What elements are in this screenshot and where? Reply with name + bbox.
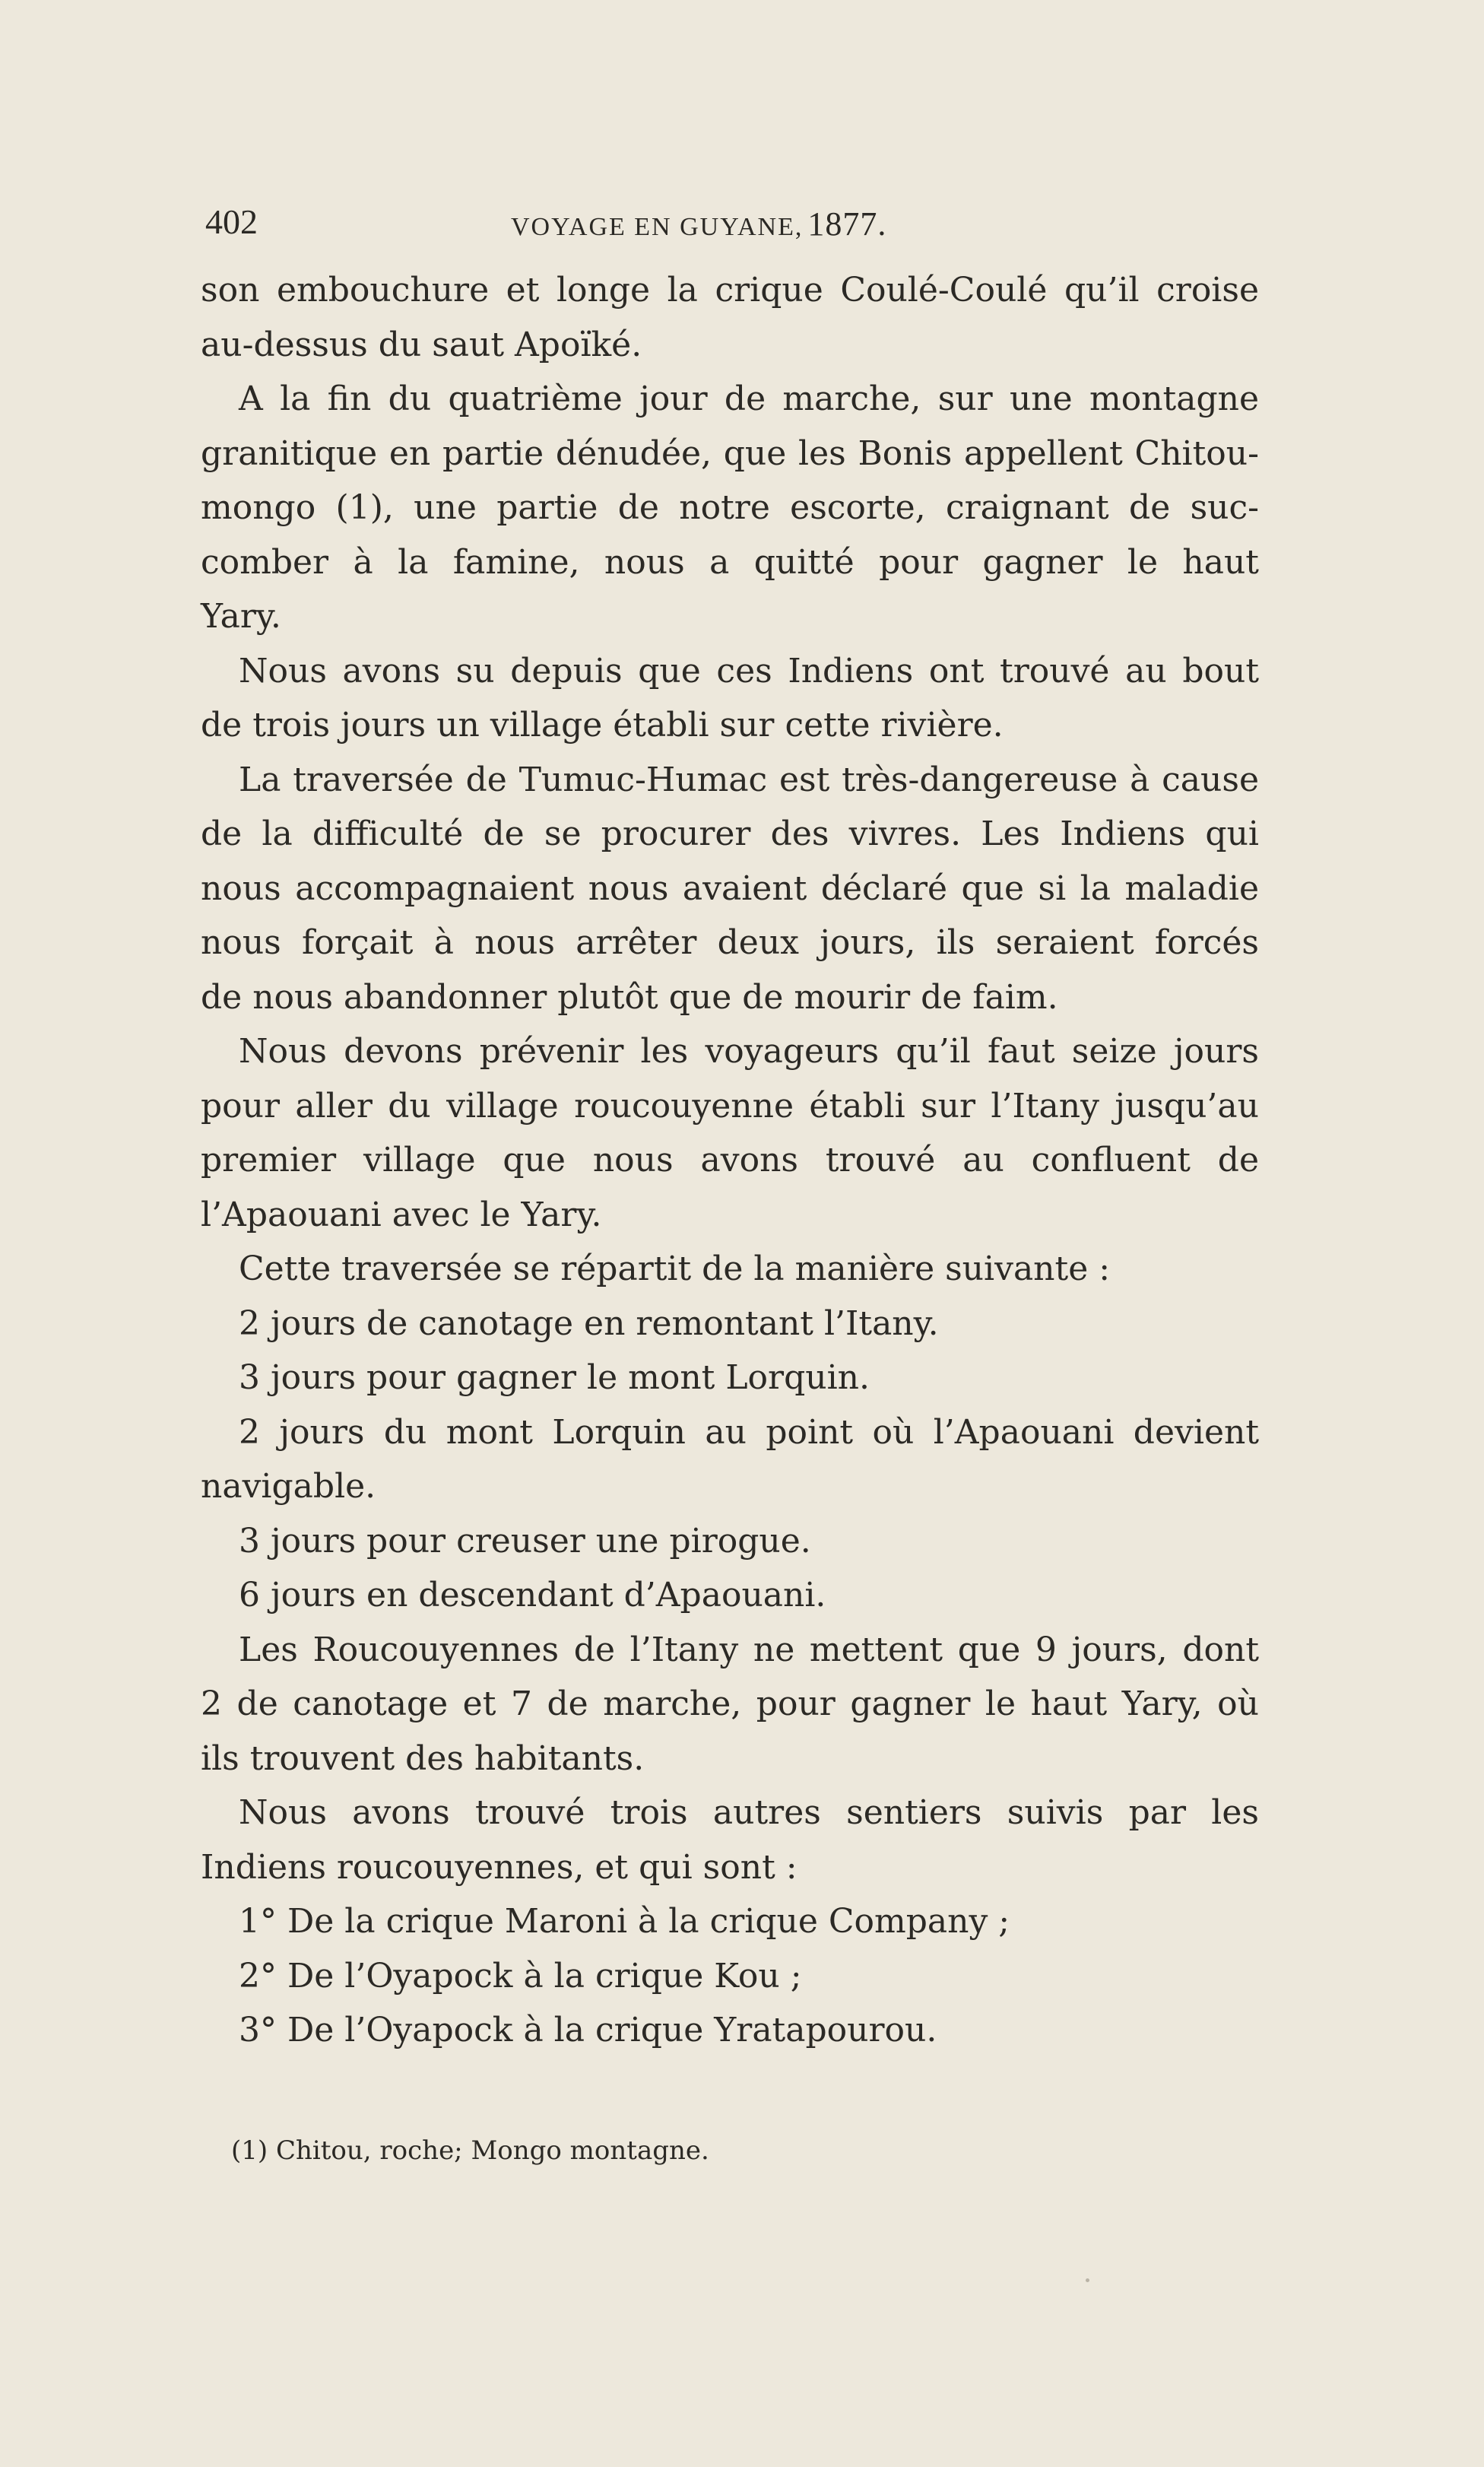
text-line: nous forçait à nous arrêter deux jours, ils seraient forcés	[201, 923, 1259, 962]
text-line: 3 jours pour gagner le mont Lorquin.	[239, 1358, 870, 1397]
page-header	[199, 199, 975, 245]
text-line: ils trouvent des habitants.	[201, 1738, 645, 1778]
running-title-year: 1877.	[807, 205, 887, 243]
text-line: 2 de canotage et 7 de marche, pour gagner le haut Yary, où	[201, 1684, 1259, 1723]
text-line: navigable.	[201, 1467, 376, 1506]
text-line: pour aller du village roucouyenne établi sur l’Itany jusqu’au	[201, 1086, 1259, 1126]
text-line: 2 jours de canotage en remontant l’Itany.	[239, 1303, 939, 1343]
text-line: son embouchure et longe la crique Coulé-Coulé qu’il croise	[201, 271, 1259, 310]
text-line: 6 jours en descendant d’Apaouani.	[239, 1576, 826, 1615]
text-line: nous accompagnaient nous avaient déclaré que si la maladie	[201, 868, 1259, 908]
text-line: granitique en partie dénudée, que les Bonis appellent Chitou-	[201, 433, 1259, 473]
text-line: Les Roucouyennes de l’Itany ne mettent que 9 jours, dont	[239, 1630, 1259, 1669]
text-line: Nous avons trouvé trois autres sentiers suivis par les	[239, 1793, 1259, 1832]
text-line: mongo (1), une partie de notre escorte, craignant de suc-	[201, 488, 1259, 527]
text-line: premier village que nous avons trouvé au confluent de	[201, 1141, 1259, 1180]
text-line: 2° De l’Oyapock à la crique Kou ;	[239, 1956, 802, 1996]
text-line: comber à la famine, nous a quitté pour gagner le haut	[201, 542, 1259, 582]
running-title-text: VOYAGE EN GUYANE,	[511, 213, 804, 241]
text-line: au-dessus du saut Apoïké.	[201, 325, 642, 364]
text-line: 3° De l’Oyapock à la crique Yratapourou.	[239, 2011, 937, 2049]
text-line: de la difficulté de se procurer des vivres. Les Indiens qui	[201, 814, 1259, 853]
text-line: Nous avons su depuis que ces Indiens ont trouvé au bout	[239, 651, 1259, 691]
page-number: 402	[205, 202, 258, 241]
text-line: Yary.	[201, 597, 281, 636]
text-line: de trois jours un village établi sur cette rivière.	[201, 706, 1004, 745]
text-line: A la fin du quatrième jour de marche, sur une montagne	[239, 379, 1259, 418]
text-line: l’Apaouani avec le Yary.	[201, 1195, 602, 1234]
footnote: (1) Chitou, roche; Mongo montagne.	[231, 2135, 709, 2166]
text-line: 1° De la crique Maroni à la crique Company ;	[239, 1902, 1010, 1941]
text-line: 2 jours du mont Lorquin au point où l’Apaouani devient	[239, 1412, 1259, 1452]
body-text	[201, 263, 1259, 2058]
text-line: de nous abandonner plutôt que de mourir de faim.	[201, 977, 1058, 1017]
text-line: Indiens roucouyennes, et qui sont :	[201, 1847, 797, 1887]
text-line: La traversée de Tumuc-Humac est très-dangereuse à cause	[239, 760, 1259, 799]
paper-speck	[1086, 2278, 1089, 2282]
text-line: 3 jours pour creuser une pirogue.	[239, 1521, 811, 1561]
running-title	[511, 205, 886, 246]
text-line: Nous devons prévenir les voyageurs qu’il faut seize jours	[239, 1032, 1259, 1071]
text-line: Cette traversée se répartit de la manière suivante :	[239, 1249, 1111, 1288]
